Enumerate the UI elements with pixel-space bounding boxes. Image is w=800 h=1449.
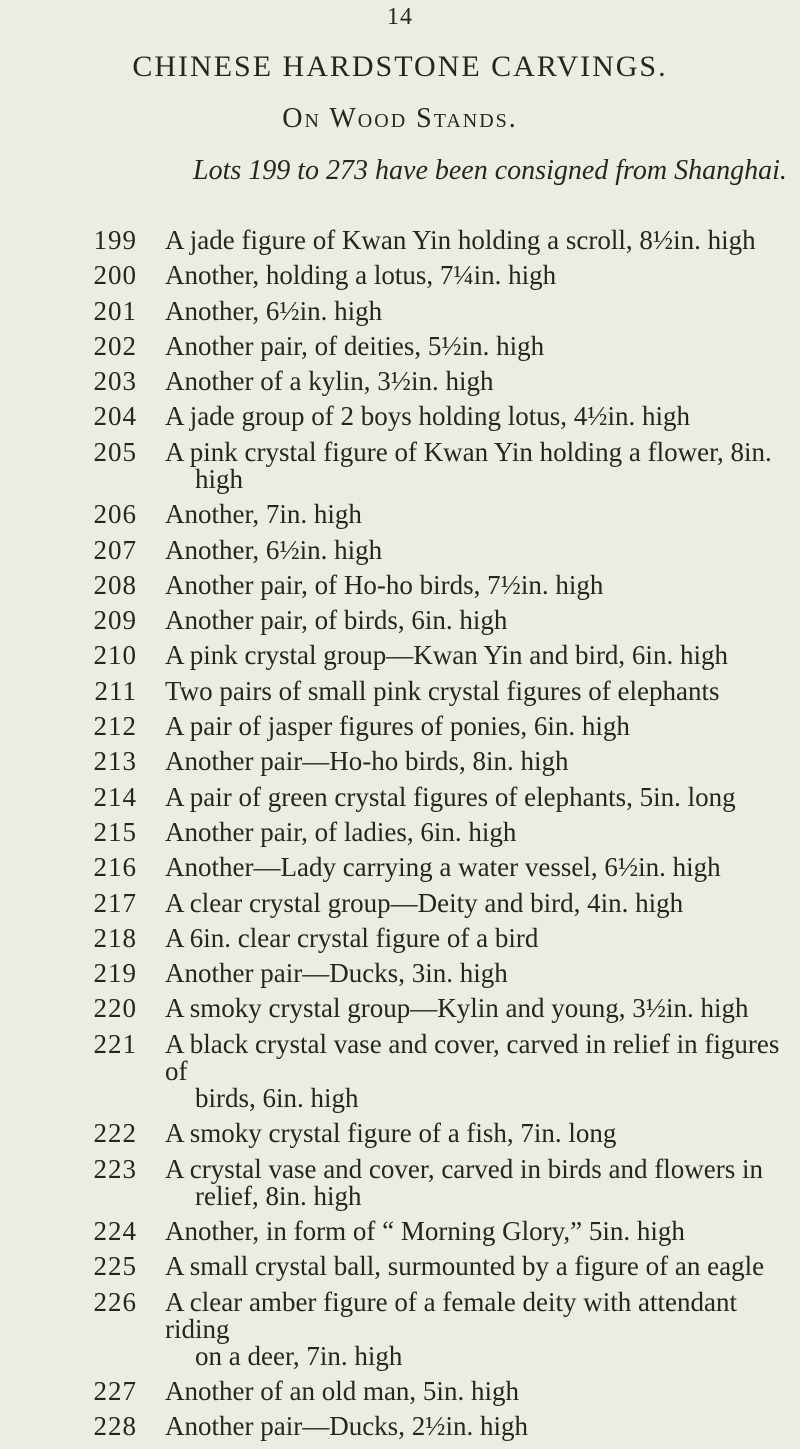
lot-entry	[0, 781, 800, 812]
lot-number: 201	[93, 295, 137, 326]
lot-entry	[0, 960, 800, 987]
lot-entry	[0, 534, 800, 565]
lot-description-text: Another pair, of Ho-ho birds, 7½in. high	[165, 569, 604, 600]
lot-number: 199	[93, 225, 137, 255]
lot-description	[165, 368, 800, 395]
lot-number: 228	[93, 1411, 137, 1442]
lot-number: 208	[93, 569, 137, 600]
lot-number: 215	[93, 816, 137, 847]
lot-entry	[0, 922, 800, 953]
lot-description	[165, 1028, 800, 1113]
lot-entry	[0, 1120, 800, 1147]
lot-number: 203	[93, 366, 137, 397]
lot-description-text: A 6in. clear crystal figure of a bird	[165, 922, 539, 953]
lot-description	[165, 887, 800, 918]
lot-description	[165, 534, 800, 565]
lot-description-text: Another, in form of “ Morning Glory,” 5in. high	[165, 1216, 685, 1247]
lot-entry	[0, 1286, 800, 1371]
lot-entry	[0, 854, 800, 881]
lot-number: 218	[93, 922, 137, 953]
lot-description	[165, 675, 800, 706]
lot-description-text: Another, 6½in. high	[165, 534, 383, 565]
lot-number: 221	[93, 1028, 137, 1059]
lot-number: 222	[93, 1118, 137, 1149]
lot-number: 210	[93, 640, 137, 671]
lot-entry	[0, 995, 800, 1022]
lot-description-text: Another pair, of deities, 5½in. high	[165, 330, 545, 361]
lot-description	[165, 1253, 800, 1280]
lot-entry	[0, 713, 800, 740]
lot-description-text: Another, 7in. high	[165, 499, 362, 530]
lot-entry	[0, 1253, 800, 1280]
lot-description-text: A black crystal vase and cover, carved in relief in figures of	[165, 1028, 780, 1086]
lot-description-text: Another pair—Ducks, 2½in. high	[165, 1411, 528, 1442]
lot-entry	[0, 1378, 800, 1405]
lot-description-text: A jade figure of Kwan Yin holding a scroll, 8½in. high	[165, 225, 756, 255]
lot-description-continuation: relief, 8in. high	[195, 1180, 362, 1211]
lot-entry	[0, 501, 800, 528]
lot-number: 213	[93, 746, 137, 777]
lot-entry	[0, 1153, 800, 1211]
lot-description-text: A smoky crystal group—Kylin and young, 3½in. high	[165, 993, 749, 1024]
lot-description	[165, 1378, 800, 1405]
lot-number: 220	[93, 993, 137, 1024]
lot-number: 224	[93, 1216, 137, 1247]
lot-number: 216	[93, 852, 137, 883]
lot-number: 206	[93, 499, 137, 530]
lot-description	[165, 1120, 800, 1147]
lot-description-text: Another pair, of ladies, 6in. high	[165, 816, 517, 847]
lot-description	[165, 607, 800, 634]
lot-number: 217	[93, 887, 137, 918]
lot-description	[165, 330, 800, 361]
lot-entry	[0, 436, 800, 494]
lot-description	[165, 403, 800, 430]
lot-description	[165, 995, 800, 1022]
consignment-note: Lots 199 to 273 have been consigned from Shanghai.	[193, 155, 787, 186]
lot-description	[165, 922, 800, 953]
lot-entry	[0, 1218, 800, 1245]
lot-description-text: Another pair—Ducks, 3in. high	[165, 958, 508, 989]
lot-number: 219	[93, 958, 137, 989]
lot-number: 227	[93, 1376, 137, 1407]
lot-description	[165, 781, 800, 812]
lot-number: 211	[94, 675, 137, 706]
lot-entry	[0, 607, 800, 634]
lot-entry	[0, 403, 800, 430]
lot-description	[165, 960, 800, 987]
lot-number: 212	[93, 711, 137, 742]
lot-number: 225	[93, 1251, 137, 1282]
lot-description-text: Two pairs of small pink crystal figures of elephants	[165, 675, 720, 706]
lot-number: 204	[93, 401, 137, 432]
lot-entry	[0, 569, 800, 600]
lot-description	[165, 227, 800, 254]
lot-description-text: A smoky crystal figure of a fish, 7in. long	[165, 1118, 617, 1149]
lot-description-continuation: high	[195, 463, 244, 494]
lot-number: 205	[93, 436, 137, 467]
lot-entry	[0, 887, 800, 918]
lot-entry	[0, 816, 800, 847]
lot-description	[165, 436, 800, 494]
lot-description-text: A jade group of 2 boys holding lotus, 4½in. high	[165, 401, 690, 432]
lot-entry	[0, 1028, 800, 1113]
lot-entry	[0, 295, 800, 326]
lot-description-text: A crystal vase and cover, carved in birds and flowers in	[165, 1153, 763, 1184]
lot-description	[165, 1413, 800, 1440]
lot-description-text: A clear amber figure of a female deity with attendant riding	[165, 1286, 737, 1344]
lot-description	[165, 854, 800, 881]
lot-description-continuation: on a deer, 7in. high	[195, 1340, 403, 1371]
lot-description-text: Another, 6½in. high	[165, 295, 383, 326]
lot-description-text: A pink crystal group—Kwan Yin and bird, 6in. high	[165, 640, 728, 671]
lot-description-text: Another pair—Ho-ho birds, 8in. high	[165, 746, 569, 777]
lot-description	[165, 642, 800, 669]
lot-entry	[0, 1413, 800, 1440]
lot-description-text: A pair of jasper figures of ponies, 6in. high	[165, 711, 630, 742]
lot-description-text: A pair of green crystal figures of elephants, 5in. long	[165, 781, 736, 812]
lot-description-text: Another, holding a lotus, 7¼in. high	[165, 260, 557, 291]
lot-entry	[0, 675, 800, 706]
lot-number: 223	[93, 1153, 137, 1184]
lot-description	[165, 295, 800, 326]
lot-description	[165, 569, 800, 600]
lot-description-text: A small crystal ball, surmounted by a figure of an eagle	[165, 1251, 765, 1282]
lot-description	[165, 262, 800, 289]
page-number: 14	[387, 4, 413, 30]
lot-description-text: Another of a kylin, 3½in. high	[165, 366, 494, 397]
lot-description	[165, 1153, 800, 1211]
lot-description-text: A pink crystal figure of Kwan Yin holding a flower, 8in.	[165, 436, 772, 467]
lot-number: 202	[93, 330, 137, 361]
lot-description-text: Another of an old man, 5in. high	[165, 1376, 519, 1407]
lot-number: 200	[93, 260, 137, 291]
lot-entry	[0, 748, 800, 775]
lot-number: 226	[93, 1286, 137, 1317]
lot-number: 214	[93, 781, 137, 812]
lot-description-text: A clear crystal group—Deity and bird, 4in. high	[165, 887, 684, 918]
lot-list	[0, 227, 800, 1449]
lot-entry	[0, 330, 800, 361]
lot-number: 207	[93, 534, 137, 565]
lot-description-text: Another pair, of birds, 6in. high	[165, 605, 508, 636]
lot-entry	[0, 642, 800, 669]
lot-description	[165, 816, 800, 847]
lot-description	[165, 1218, 800, 1245]
lot-number: 209	[93, 605, 137, 636]
section-subtitle: On Wood Stands.	[282, 103, 518, 134]
lot-description-text: Another—Lady carrying a water vessel, 6½in. high	[165, 852, 721, 883]
lot-description	[165, 1286, 800, 1371]
lot-description-continuation: birds, 6in. high	[195, 1082, 359, 1113]
lot-entry	[0, 227, 800, 254]
lot-entry	[0, 262, 800, 289]
lot-entry	[0, 368, 800, 395]
lot-description	[165, 501, 800, 528]
lot-description	[165, 713, 800, 740]
lot-description	[165, 748, 800, 775]
page-title: CHINESE HARDSTONE CARVINGS.	[132, 50, 668, 83]
